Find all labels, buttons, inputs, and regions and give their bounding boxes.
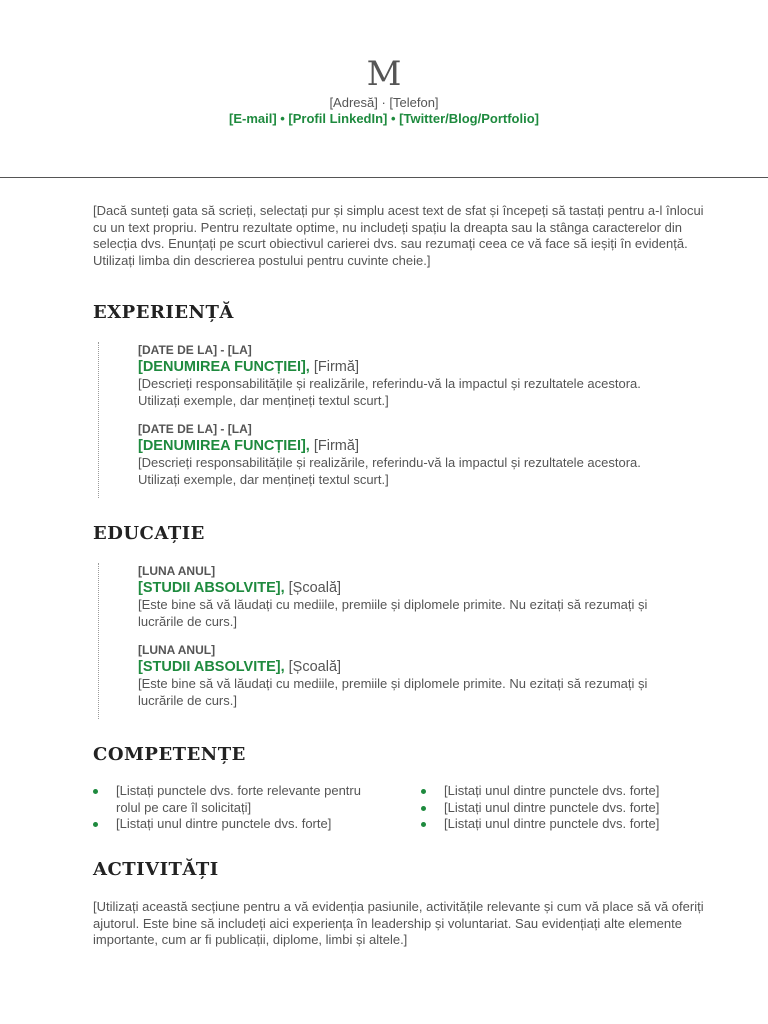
skills-column-right (421, 783, 701, 833)
education-heading[interactable]: EDUCAȚIE (93, 523, 205, 544)
name-initial[interactable]: M (366, 54, 402, 94)
skills-heading[interactable]: COMPETENȚE (93, 744, 246, 765)
education-degree (138, 658, 669, 676)
resume-header (0, 0, 768, 178)
skill-item (93, 816, 373, 833)
experience-timeline (98, 342, 669, 498)
experience-description[interactable]: [Descrieți responsabilitățile și realizările, referindu-vă la impactul și rezultatele acestora. Utilizați exemple, dar mențineți textul scurt.] (138, 376, 641, 408)
experience-entry (99, 421, 669, 488)
company-name[interactable]: [Firmă] (313, 359, 359, 375)
bullet-icon (421, 806, 426, 811)
activities-text[interactable]: [Utilizați această secțiune pentru a vă evidenția pasiunile, activitățile relevante și cum vă place să vă oferiți ajutorul. Este bine să includeți aici experiența în leadership și voluntariat. Sau evidențiați alte elemente importante, cum ar fi publicații, diplome, limbi și altele.] (93, 899, 704, 947)
experience-description[interactable]: [Descrieți responsabilitățile și realizările, referindu-vă la impactul și rezultatele acestora. Utilizați exemple, dar mențineți textul scurt.] (138, 455, 641, 487)
education-entry (99, 642, 669, 709)
skill-item (421, 783, 701, 800)
skill-text[interactable]: [Listați unul dintre punctele dvs. forte] (444, 783, 660, 798)
activities-heading[interactable]: ACTIVITĂȚI (93, 859, 219, 880)
job-title[interactable]: [DENUMIREA FUNCȚIEI], (138, 438, 310, 454)
objective-text[interactable]: [Dacă sunteți gata să scrieți, selectați pur și simplu acest text de sfat și începeți să tastați pentru a-l înlocui cu un text propriu. Pentru rezultate optime, nu includeți spațiu la dreapta sau la stânga caracterelor din selecția dvs. Enunțați pe scurt obiectivul carierei dvs. sau rezumați ceea ce vă face să ieșiți în evidență. Utilizați limba din descrierea postului pentru cuvinte cheie.] (93, 203, 704, 268)
job-title[interactable]: [DENUMIREA FUNCȚIEI], (138, 359, 310, 375)
skill-item (421, 800, 701, 817)
experience-date[interactable]: [DATE DE LA] - [LA] (138, 343, 252, 357)
education-date[interactable]: [LUNA ANUL] (138, 564, 216, 578)
bullet-icon (93, 822, 98, 827)
contact-line[interactable]: [Adresă] · [Telefon] (329, 95, 439, 110)
links-line[interactable]: [E-mail] • [Profil LinkedIn] • [Twitter/Blog/Portfolio] (228, 111, 539, 126)
skills-column-left (93, 783, 373, 833)
bullet-icon (421, 822, 426, 827)
education-timeline (98, 563, 669, 719)
school-name[interactable]: [Școală] (288, 580, 342, 596)
experience-role (138, 358, 669, 376)
bullet-icon (421, 789, 426, 794)
header-divider (0, 177, 768, 178)
education-date[interactable]: [LUNA ANUL] (138, 643, 216, 657)
education-description[interactable]: [Este bine să vă lăudați cu mediile, premiile și diplomele primite. Nu ezitați să rezumați și lucrările de curs.] (138, 676, 648, 708)
degree-title[interactable]: [STUDII ABSOLVITE], (138, 580, 285, 596)
skill-text[interactable]: [Listați unul dintre punctele dvs. forte] (444, 816, 660, 831)
company-name[interactable]: [Firmă] (313, 438, 359, 454)
education-degree (138, 579, 669, 597)
skill-item (93, 783, 373, 816)
experience-heading[interactable]: EXPERIENȚĂ (93, 302, 234, 323)
skill-text[interactable]: [Listați unul dintre punctele dvs. forte] (444, 799, 660, 815)
experience-entry (99, 342, 669, 409)
bullet-icon (93, 789, 98, 794)
skill-text[interactable]: [Listați unul dintre punctele dvs. forte] (116, 816, 332, 831)
degree-title[interactable]: [STUDII ABSOLVITE], (138, 659, 285, 675)
school-name[interactable]: [Școală] (288, 659, 342, 675)
experience-date[interactable]: [DATE DE LA] - [LA] (138, 422, 252, 436)
skill-item (421, 816, 701, 833)
experience-role (138, 437, 669, 455)
skill-text[interactable]: [Listați punctele dvs. forte relevante pentru rolul pe care îl solicitați] (116, 783, 361, 815)
education-description[interactable]: [Este bine să vă lăudați cu mediile, premiile și diplomele primite. Nu ezitați să rezumați și lucrările de curs.] (138, 597, 648, 629)
education-entry (99, 563, 669, 630)
